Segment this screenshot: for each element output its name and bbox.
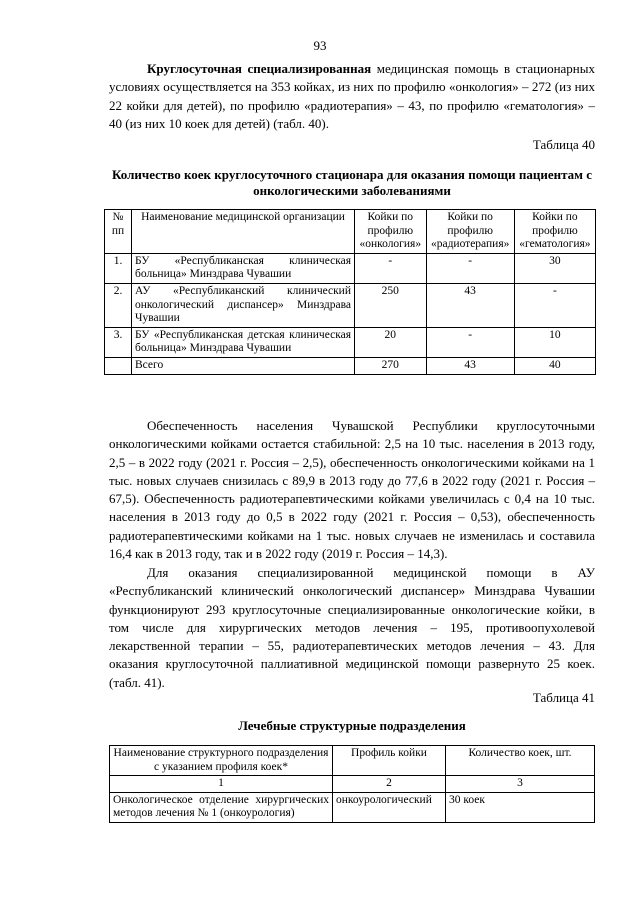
row-hematology: - bbox=[514, 283, 595, 327]
row-num: 1. bbox=[105, 253, 132, 283]
department-name: Онкологическое отделение хирургических методов лечения № 1 (онкоурология) bbox=[110, 792, 333, 822]
table-row bbox=[110, 792, 595, 822]
row-oncology: 20 bbox=[355, 327, 427, 357]
row-radiotherapy: 43 bbox=[426, 283, 514, 327]
row-radiotherapy: - bbox=[426, 253, 514, 283]
total-radiotherapy: 43 bbox=[426, 357, 514, 374]
departments-paragraph: Для оказания специализированной медицинской помощи в АУ «Республиканский клинический онкологический диспансер» Минздрава Чувашии функционируют 293 круглосуточные специализированные онкологические койки, в том числе для хирургических методов лечения – 195, противоопухолевой лекарственной терапии – 55, радиотерапевтических методов лечения – 43. Для оказания круглосуточной паллиативной медицинской помощи развернуто 25 коек. (табл. 41). bbox=[109, 565, 595, 690]
intro-paragraph bbox=[109, 60, 595, 133]
table41 bbox=[109, 745, 595, 823]
table40-title: Количество коек круглосуточного стационара для оказания помощи пациентам с онкологическими заболеваниями bbox=[111, 167, 593, 198]
intro-bold-lead: Круглосуточная специализированная bbox=[147, 61, 372, 76]
bed-supply-paragraph: Обеспеченность населения Чувашской Республики круглосуточными онкологическими койками остается стабильной: 2,5 на 10 тыс. населения в 2013 году, 2,5 – в 2022 году (2021 г. Россия – 2,5), обеспеченность онкологическими койками на 1 тыс. новых случаев снизилась с 89,9 в 2013 году до 77,6 в 2022 году (2021 г. Россия – 67,5). Обеспеченность радиотерапевтическими койками увеличилась с 0,4 на 10 тыс. населения в 2013 году до 0,5 в 2022 году (2021 г. Россия – 0,53), обеспеченность радиотерапевтическими койками на 1 тыс. новых случаев не изменилась и составила 16,4 как в 2013 году, так и в 2022 году (2019 г. Россия – 14,3). bbox=[109, 418, 595, 562]
table40-total-row bbox=[105, 357, 596, 374]
table41-header-name: Наименование структурного подразделения с указанием профиля коек* bbox=[110, 746, 333, 776]
row-name: БУ «Республиканская детская клиническая больница» Минздрава Чувашии bbox=[132, 327, 355, 357]
row-hematology: 10 bbox=[514, 327, 595, 357]
table41-header-profile: Профиль койки bbox=[333, 746, 446, 776]
bed-count: 30 коек bbox=[446, 792, 595, 822]
row-num: 3. bbox=[105, 327, 132, 357]
table40-label: Таблица 40 bbox=[532, 137, 595, 152]
table40-header-radiotherapy: Койки по профилю «радиотерапия» bbox=[426, 210, 514, 254]
row-name: АУ «Республиканский клинический онкологический диспансер» Минздрава Чувашии bbox=[132, 283, 355, 327]
table41-title: Лечебные структурные подразделения bbox=[238, 718, 466, 733]
column-number: 3 bbox=[446, 776, 595, 793]
total-hematology: 40 bbox=[514, 357, 595, 374]
table40-header-num: № пп bbox=[105, 210, 132, 254]
table40-header-name: Наименование медицинской организации bbox=[132, 210, 355, 254]
table40 bbox=[104, 209, 596, 375]
bed-profile: онкоурологический bbox=[333, 792, 446, 822]
intro-text: медицинская помощь в стационарных условиях осуществляется на 353 койках, из них по профилю «онкология» – 272 (из них 22 койки для детей), по профилю «радиотерапия» – 43, по профилю «гематология» – 40 (из них 10 коек для детей) (табл. 40). bbox=[109, 61, 595, 131]
table41-label: Таблица 41 bbox=[532, 690, 595, 705]
row-oncology: - bbox=[355, 253, 427, 283]
table41-header-count: Количество коек, шт. bbox=[446, 746, 595, 776]
total-oncology: 270 bbox=[355, 357, 427, 374]
page-number: 93 bbox=[313, 38, 327, 53]
table-row bbox=[105, 327, 596, 357]
table41-number-row bbox=[110, 776, 595, 793]
column-number: 1 bbox=[110, 776, 333, 793]
table40-header-hematology: Койки по профилю «гематология» bbox=[514, 210, 595, 254]
table40-header-row bbox=[105, 210, 596, 254]
table-row bbox=[105, 253, 596, 283]
row-oncology: 250 bbox=[355, 283, 427, 327]
row-num: 2. bbox=[105, 283, 132, 327]
row-name: БУ «Республиканская клиническая больница» Минздрава Чувашии bbox=[132, 253, 355, 283]
total-label: Всего bbox=[132, 357, 355, 374]
row-radiotherapy: - bbox=[426, 327, 514, 357]
table41-header-row bbox=[110, 746, 595, 776]
table-row bbox=[105, 283, 596, 327]
row-hematology: 30 bbox=[514, 253, 595, 283]
column-number: 2 bbox=[333, 776, 446, 793]
table40-header-oncology: Койки по профилю «онкология» bbox=[355, 210, 427, 254]
